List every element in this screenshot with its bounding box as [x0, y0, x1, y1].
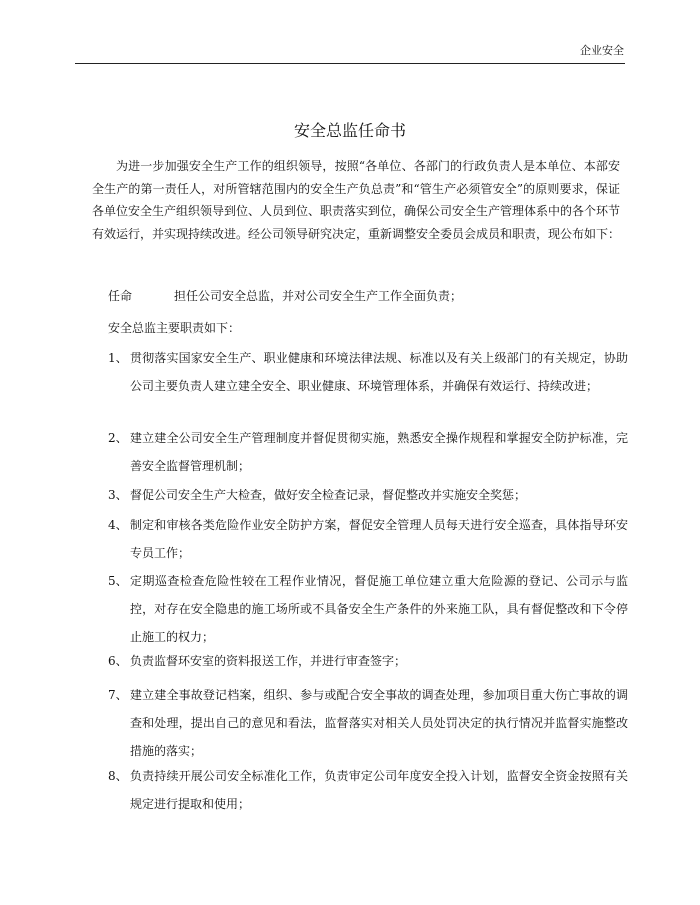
duty-text: 负责持续开展公司安全标准化工作，负责审定公司年度安全投入计划，监督安全资金按照有关规定进行提取和使用； — [130, 769, 628, 811]
duty-item — [108, 647, 628, 675]
duty-number: 5、 — [108, 574, 128, 588]
duty-item — [108, 567, 628, 651]
duty-item — [108, 481, 628, 509]
duty-item — [108, 424, 628, 480]
duties-heading: 安全总监主要职责如下： — [108, 321, 241, 335]
duty-text: 督促公司安全生产大检查，做好安全检查记录，督促整改并实施安全奖惩； — [130, 488, 527, 502]
duty-item — [108, 762, 628, 818]
duty-text: 负责监督环安室的资料报送工作，并进行审查签字； — [130, 654, 407, 668]
duty-item — [108, 344, 628, 400]
duty-number: 7、 — [108, 688, 128, 702]
appointment-text: 担任公司安全总监，并对公司安全生产工作全面负责； — [174, 289, 463, 303]
duty-number: 8、 — [108, 769, 128, 783]
duty-number: 4、 — [108, 518, 128, 532]
duty-text: 定期巡查检查危险性较在工程作业情况，督促施工单位建立重大危险源的登记、公司示与监控，对存在安全隐患的施工场所或不具备安全生产条件的外来施工队，具有督促整改和下令停止施工的权力； — [130, 574, 628, 644]
intro-paragraph: 为进一步加强安全生产工作的组织领导，按照“各单位、各部门的行政负责人是本单位、本部安全生产的第一责任人，对所管辖范围内的安全生产负总责”和“管生产必须管安全”的原则要求，保证各单位安全生产组织领导到位、人员到位、职责落实到位，确保公司安全生产管理体系中的各个环节有效运行，并实现持续改进。经公司领导研究决定，重新调整安全委员会成员和职责，现公布如下： — [92, 159, 621, 241]
duty-text: 制定和审核各类危险作业安全防护方案，督促安全管理人员每天进行安全巡查，具体指导环安专员工作； — [130, 518, 628, 560]
duty-number: 1、 — [108, 351, 128, 365]
duty-number: 3、 — [108, 488, 128, 502]
duty-number: 6、 — [108, 654, 128, 668]
document-title: 安全总监任命书 — [293, 121, 406, 140]
duty-number: 2、 — [108, 431, 128, 445]
duty-item — [108, 681, 628, 765]
duty-text: 建立建全事故登记档案，组织、参与或配合安全事故的调查处理，参加项目重大伤亡事故的调查和处理，提出自己的意见和看法，监督落实对相关人员处罚决定的执行情况并监督实施整改措施的落实； — [130, 688, 628, 758]
header-label: 企业安全 — [580, 44, 624, 57]
appointment-label: 任命 — [108, 289, 133, 303]
duty-item — [108, 511, 628, 567]
duty-text: 贯彻落实国家安全生产、职业健康和环境法律法规、标准以及有关上级部门的有关规定，协助公司主要负责人建立建全安全、职业健康、环境管理体系，并确保有效运行、持续改进； — [130, 351, 628, 393]
header-divider — [75, 63, 625, 64]
duty-text: 建立建全公司安全生产管理制度并督促贯彻实施，熟悉安全操作规程和掌握安全防护标准，完善安全监督管理机制； — [130, 431, 628, 473]
appointment-line — [108, 287, 462, 304]
